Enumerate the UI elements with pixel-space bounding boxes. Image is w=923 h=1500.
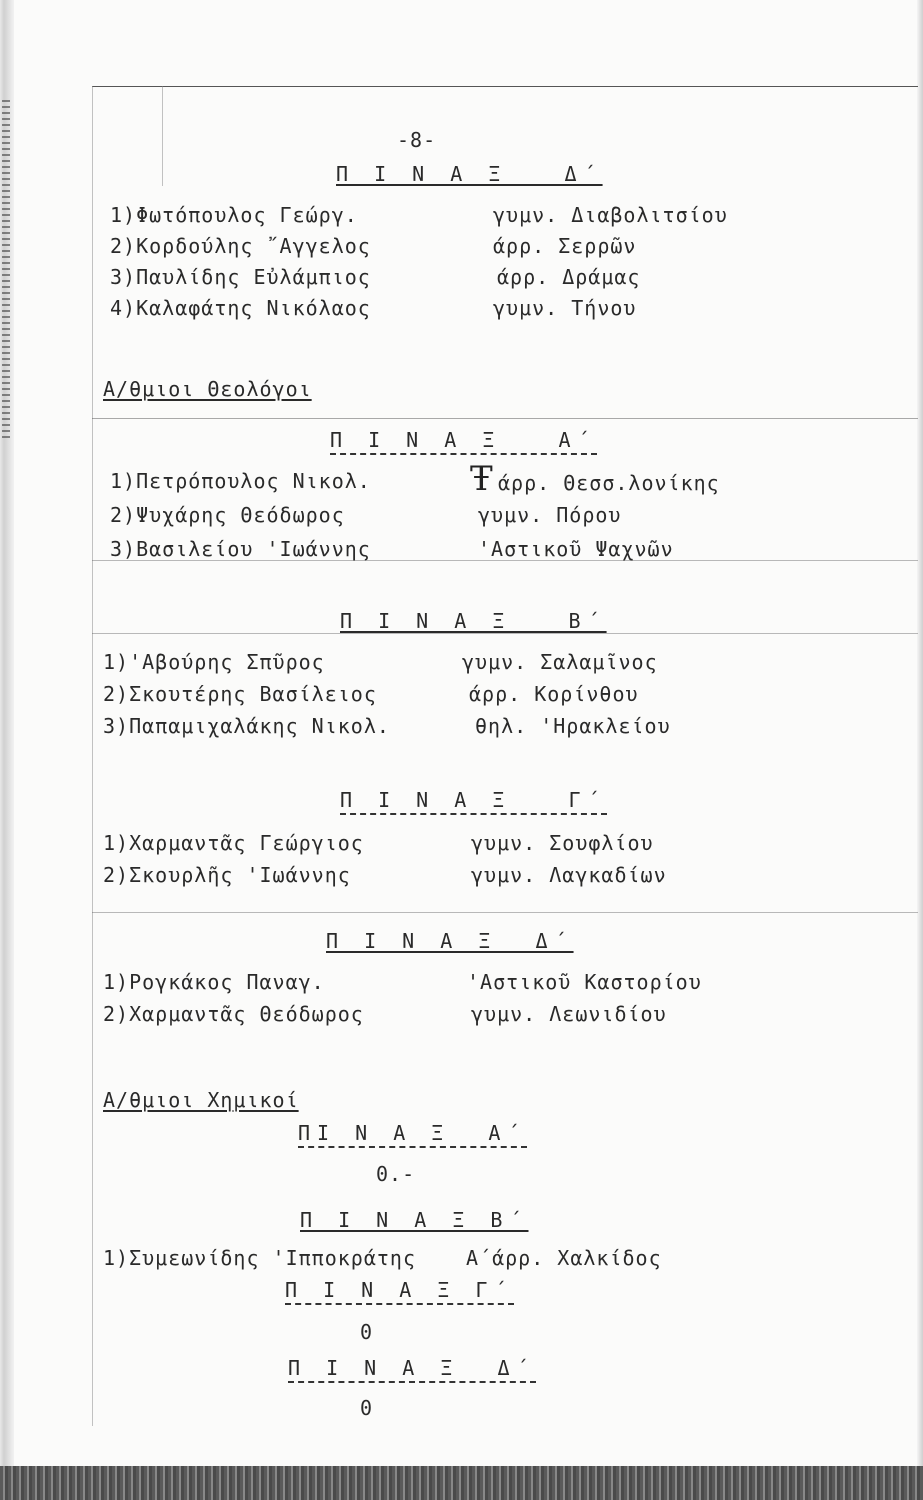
entry-name: 3)Παυλίδης Εὐλάμπιος xyxy=(110,265,371,289)
chem-heading-g: Π Ι Ν Α Ξ Γ΄ xyxy=(285,1278,514,1305)
binding-strip xyxy=(0,0,14,1500)
rule-4 xyxy=(92,912,918,913)
binding-marks xyxy=(2,100,10,440)
entry-school: γυμν. Σουφλίου xyxy=(471,831,654,855)
entry-school: γυμν. Λεωνιδίου xyxy=(471,1002,667,1026)
entry-name: 2)Κορδούλης ῎Αγγελος xyxy=(110,234,371,258)
entry-school: άρρ. Θεσσ.λονίκης xyxy=(498,471,720,495)
entry-name: 1)Χαρμαντᾶς Γεώργιος xyxy=(103,831,364,855)
entry-school: γυμν. Τήνου xyxy=(493,296,637,320)
left-margin-rule xyxy=(92,86,93,1426)
entry-name: 3)Βασιλείου 'Ιωάννης xyxy=(110,537,371,561)
entry-school: 'Αστικοῦ Καστορίου xyxy=(467,970,702,994)
entry-school: γυμν. Λαγκαδίων xyxy=(471,863,667,887)
entry-school: Α΄άρρ. Χαλκίδος xyxy=(466,1246,662,1270)
entry-name: 2)Χαρμαντᾶς Θεόδωρος xyxy=(103,1002,364,1026)
entry-name: 1)Πετρόπουλος Νικολ. xyxy=(110,469,371,493)
inner-rule xyxy=(162,86,163,186)
handwritten-mark: Ŧ xyxy=(470,459,493,499)
entry-name: 2)Σκουρλῆς 'Ιωάννης xyxy=(103,863,351,887)
entry-name: 1)Φωτόπουλος Γεώργ. xyxy=(110,203,358,227)
entry-name: 1)Συμεωνίδης 'Ιπποκράτης xyxy=(103,1246,416,1270)
entry-school: άρρ. Δράμας xyxy=(497,265,641,289)
chem-heading-b: Π Ι Ν Α Ξ Β΄ xyxy=(300,1208,529,1232)
table-heading-d: Π Ι Ν Α Ξ Δ΄ xyxy=(336,162,603,186)
scan-bottom-border xyxy=(0,1466,923,1500)
table-heading-g: Π Ι Ν Α Ξ Γ΄ xyxy=(340,788,607,815)
entry-school: άρρ. Κορίνθου xyxy=(469,682,639,706)
page-right-edge xyxy=(917,0,923,1500)
entry-school: γυμν. Σαλαμῖνος xyxy=(462,650,658,674)
chem-a-value: 0.- xyxy=(376,1162,416,1186)
table-heading-d2: Π Ι Ν Α Ξ Δ΄ xyxy=(326,929,574,953)
chem-d-value: 0 xyxy=(360,1396,374,1420)
chem-heading-a: ΠΙ Ν Α Ξ Α΄ xyxy=(298,1121,527,1148)
page-number: -8- xyxy=(397,128,437,152)
entry-name: 2)Σκουτέρης Βασίλειος xyxy=(103,682,377,706)
entry-name: 4)Καλαφάτης Νικόλαος xyxy=(110,296,371,320)
entry-school: θηλ. 'Ηρακλείου xyxy=(475,714,671,738)
theologians-title: Α/θμιοι Θεολόγοι xyxy=(103,377,312,401)
rule-3 xyxy=(92,633,918,634)
table-heading-b: Π Ι Ν Α Ξ Β΄ xyxy=(340,609,607,633)
chem-g-value: 0 xyxy=(360,1320,374,1344)
chemists-title: Α/θμιοι Χημικοί xyxy=(103,1088,299,1112)
table-heading-a: Π Ι Ν Α Ξ Α΄ xyxy=(330,428,597,455)
entry-school: 'Αστικοῦ Ψαχνῶν xyxy=(478,537,674,561)
chem-heading-d: Π Ι Ν Α Ξ Δ΄ xyxy=(288,1356,536,1383)
entry-name: 1)Ρογκάκος Παναγ. xyxy=(103,970,325,994)
rule-1 xyxy=(92,418,918,419)
entry-name: 2)Ψυχάρης Θεόδωρος xyxy=(110,503,345,527)
entry-name: 3)Παπαμιχαλάκης Νικολ. xyxy=(103,714,390,738)
entry-school: γυμν. Πόρου xyxy=(478,503,622,527)
entry-school: γυμν. Διαβολιτσίου xyxy=(493,203,728,227)
entry-name: 1)'Αβούρης Σπῦρος xyxy=(103,650,325,674)
entry-school: άρρ. Σερρῶν xyxy=(493,234,637,258)
top-rule xyxy=(92,86,918,87)
